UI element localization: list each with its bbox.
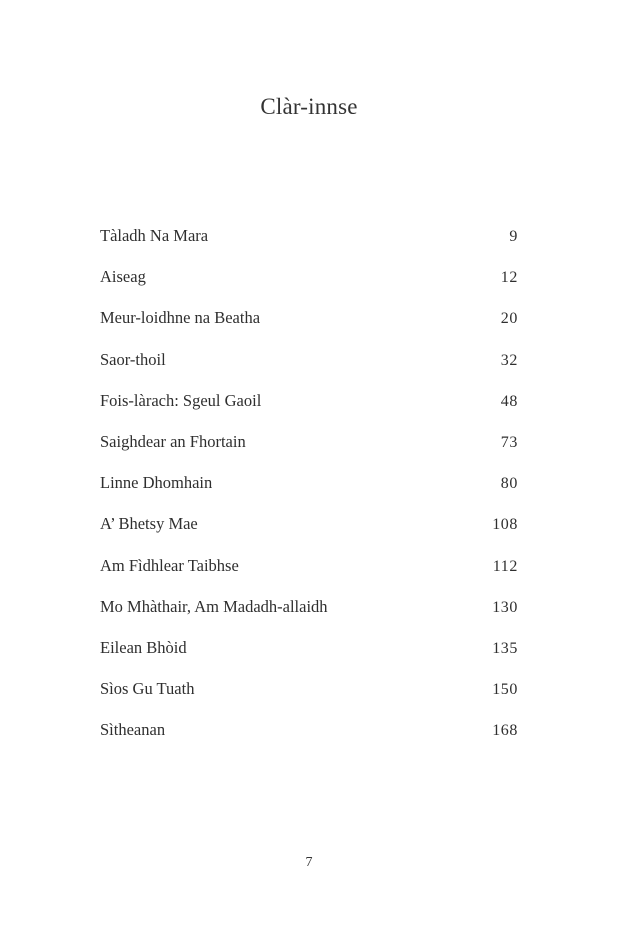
toc-entry-title: Aiseag [100, 267, 146, 287]
toc-entry [100, 638, 518, 679]
toc-entry-title: Tàladh Na Mara [100, 226, 209, 245]
toc-entry-title: Am Fìdhlear Taibhse [100, 555, 239, 575]
toc-entry-title: Saor-thoil [100, 349, 166, 369]
toc-entry-title: Sìtheanan [100, 720, 166, 740]
toc-entry-page: 80 [500, 475, 518, 493]
toc-entry [100, 679, 518, 720]
toc-entry-page: 135 [492, 639, 518, 657]
toc-entry-page: 32 [500, 351, 518, 369]
toc-entry-title: Meur-loidhne na Beatha [100, 308, 261, 328]
toc-entry-page: 168 [492, 722, 518, 740]
toc-entry [100, 432, 518, 473]
toc-entry-title: Sìos Gu Tuath [100, 679, 195, 699]
toc-entry-page: 130 [492, 598, 518, 616]
toc-entry-page: 150 [492, 681, 518, 699]
toc-entry-page: 73 [500, 433, 518, 451]
table-of-contents [100, 226, 518, 761]
page-title: Clàr-innse [260, 94, 358, 119]
toc-entry-title: A’ Bhetsy Mae [100, 514, 198, 534]
toc-entry [100, 308, 518, 349]
toc-entry [100, 597, 518, 638]
toc-entry-page: 108 [492, 516, 518, 534]
toc-entry [100, 556, 518, 597]
toc-entry-page: 12 [500, 269, 518, 287]
toc-entry [100, 226, 518, 267]
toc-entry [100, 391, 518, 432]
toc-entry-page: 9 [509, 228, 518, 245]
toc-entry [100, 350, 518, 391]
toc-entry-title: Fois-làrach: Sgeul Gaoil [100, 390, 262, 410]
toc-entry-page: 48 [500, 392, 518, 410]
toc-entry-page: 20 [500, 310, 518, 328]
toc-entry-title: Linne Dhomhain [100, 473, 213, 493]
toc-entry-title: Eilean Bhòid [100, 637, 187, 657]
toc-entry [100, 473, 518, 514]
toc-entry [100, 720, 518, 761]
toc-entry [100, 267, 518, 308]
toc-entry-title: Mo Mhàthair, Am Madadh-allaidh [100, 596, 328, 616]
toc-entry-title: Saighdear an Fhortain [100, 431, 246, 451]
toc-entry [100, 514, 518, 555]
toc-entry-page: 112 [492, 557, 518, 575]
page-number: 7 [305, 855, 313, 870]
